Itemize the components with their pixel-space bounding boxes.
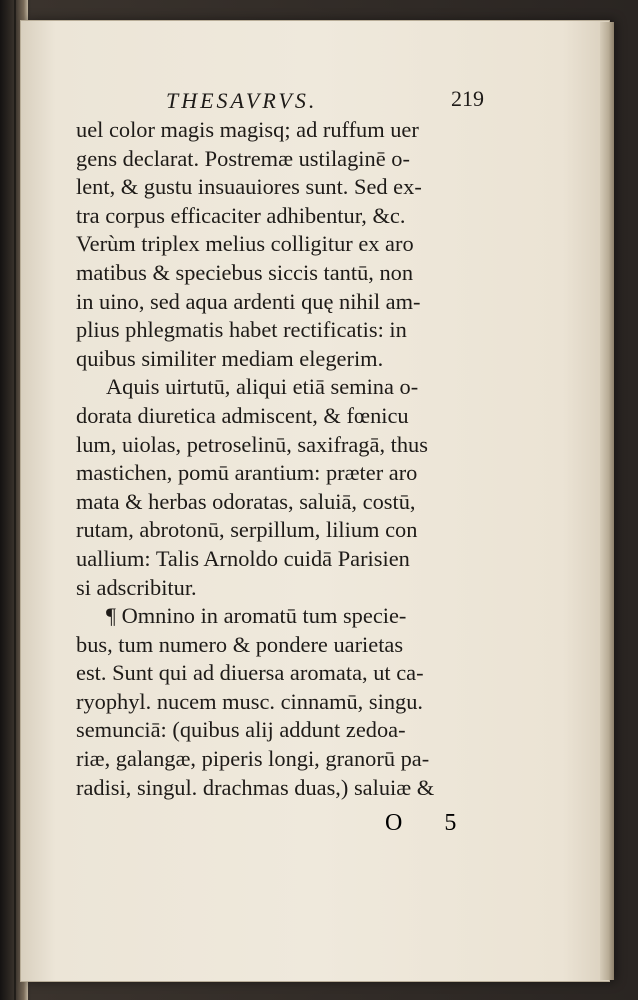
text-line: dorata diuretica admiscent, & fœnicu [76, 402, 409, 428]
text-line: mata & herbas odoratas, saluiā, costū, [76, 488, 416, 514]
text-line: riæ, galangæ, piperis longi, granorū pa- [76, 746, 430, 772]
paragraph-2 [76, 373, 506, 602]
text-line: lum, uiolas, petroselinū, saxifragā, thus [76, 431, 428, 457]
page-header [76, 76, 506, 116]
text-line: uallium: Talis Arnoldo cuidā Parisien [76, 545, 410, 571]
text-line: semunciā: (quibus alij addunt zedoa- [76, 717, 406, 743]
pilcrow-icon: ¶ [106, 603, 116, 629]
text-line: mastichen, pomū arantium: præter aro [76, 460, 418, 486]
text-line: si adscribitur. [76, 574, 197, 600]
paragraph-1 [76, 116, 506, 373]
text-line: in uino, sed aqua ardenti quę nihil am- [76, 288, 421, 314]
text-line: Aquis uirtutū, aliqui etiā semina o- [106, 374, 419, 400]
page-number: 219 [451, 86, 484, 111]
paragraph-3 [76, 602, 506, 802]
book-page [20, 20, 610, 982]
text-line: plius phlegmatis habet rectificatis: in [76, 317, 407, 343]
text-line: uel color magis magisq; ad ruffum uer [76, 117, 419, 142]
text-line-content: Omnino in aromatū tum specie- [121, 603, 407, 629]
text-block [76, 76, 506, 802]
text-line: rutam, abrotonū, serpillum, lilium con [76, 517, 418, 543]
signature-mark: O 5 [385, 810, 475, 836]
running-head: THESAVRVS. [166, 88, 318, 113]
gutter-shadow [14, 0, 16, 1000]
text-line: ryophyl. nucem musc. cinnamū, singu. [76, 688, 424, 714]
text-line: est. Sunt qui ad diuersa aromata, ut ca- [76, 660, 424, 686]
page-edge [600, 22, 614, 980]
text-line: tra corpus efficaciter adhibentur, &c. [76, 202, 406, 228]
text-line: gens declarat. Postremæ ustilaginē o- [76, 145, 410, 171]
text-line: lent, & gustu insuauiores sunt. Sed ex- [76, 174, 422, 200]
text-line: Verùm triplex melius colligitur ex aro [76, 231, 414, 257]
text-line: matibus & speciebus siccis tantū, non [76, 259, 414, 285]
text-line [76, 602, 506, 631]
text-line: quibus similiter mediam elegerim. [76, 345, 384, 371]
text-line: bus, tum numero & pondere uarietas [76, 631, 404, 657]
text-line: radisi, singul. drachmas duas,) saluiæ & [76, 774, 435, 800]
